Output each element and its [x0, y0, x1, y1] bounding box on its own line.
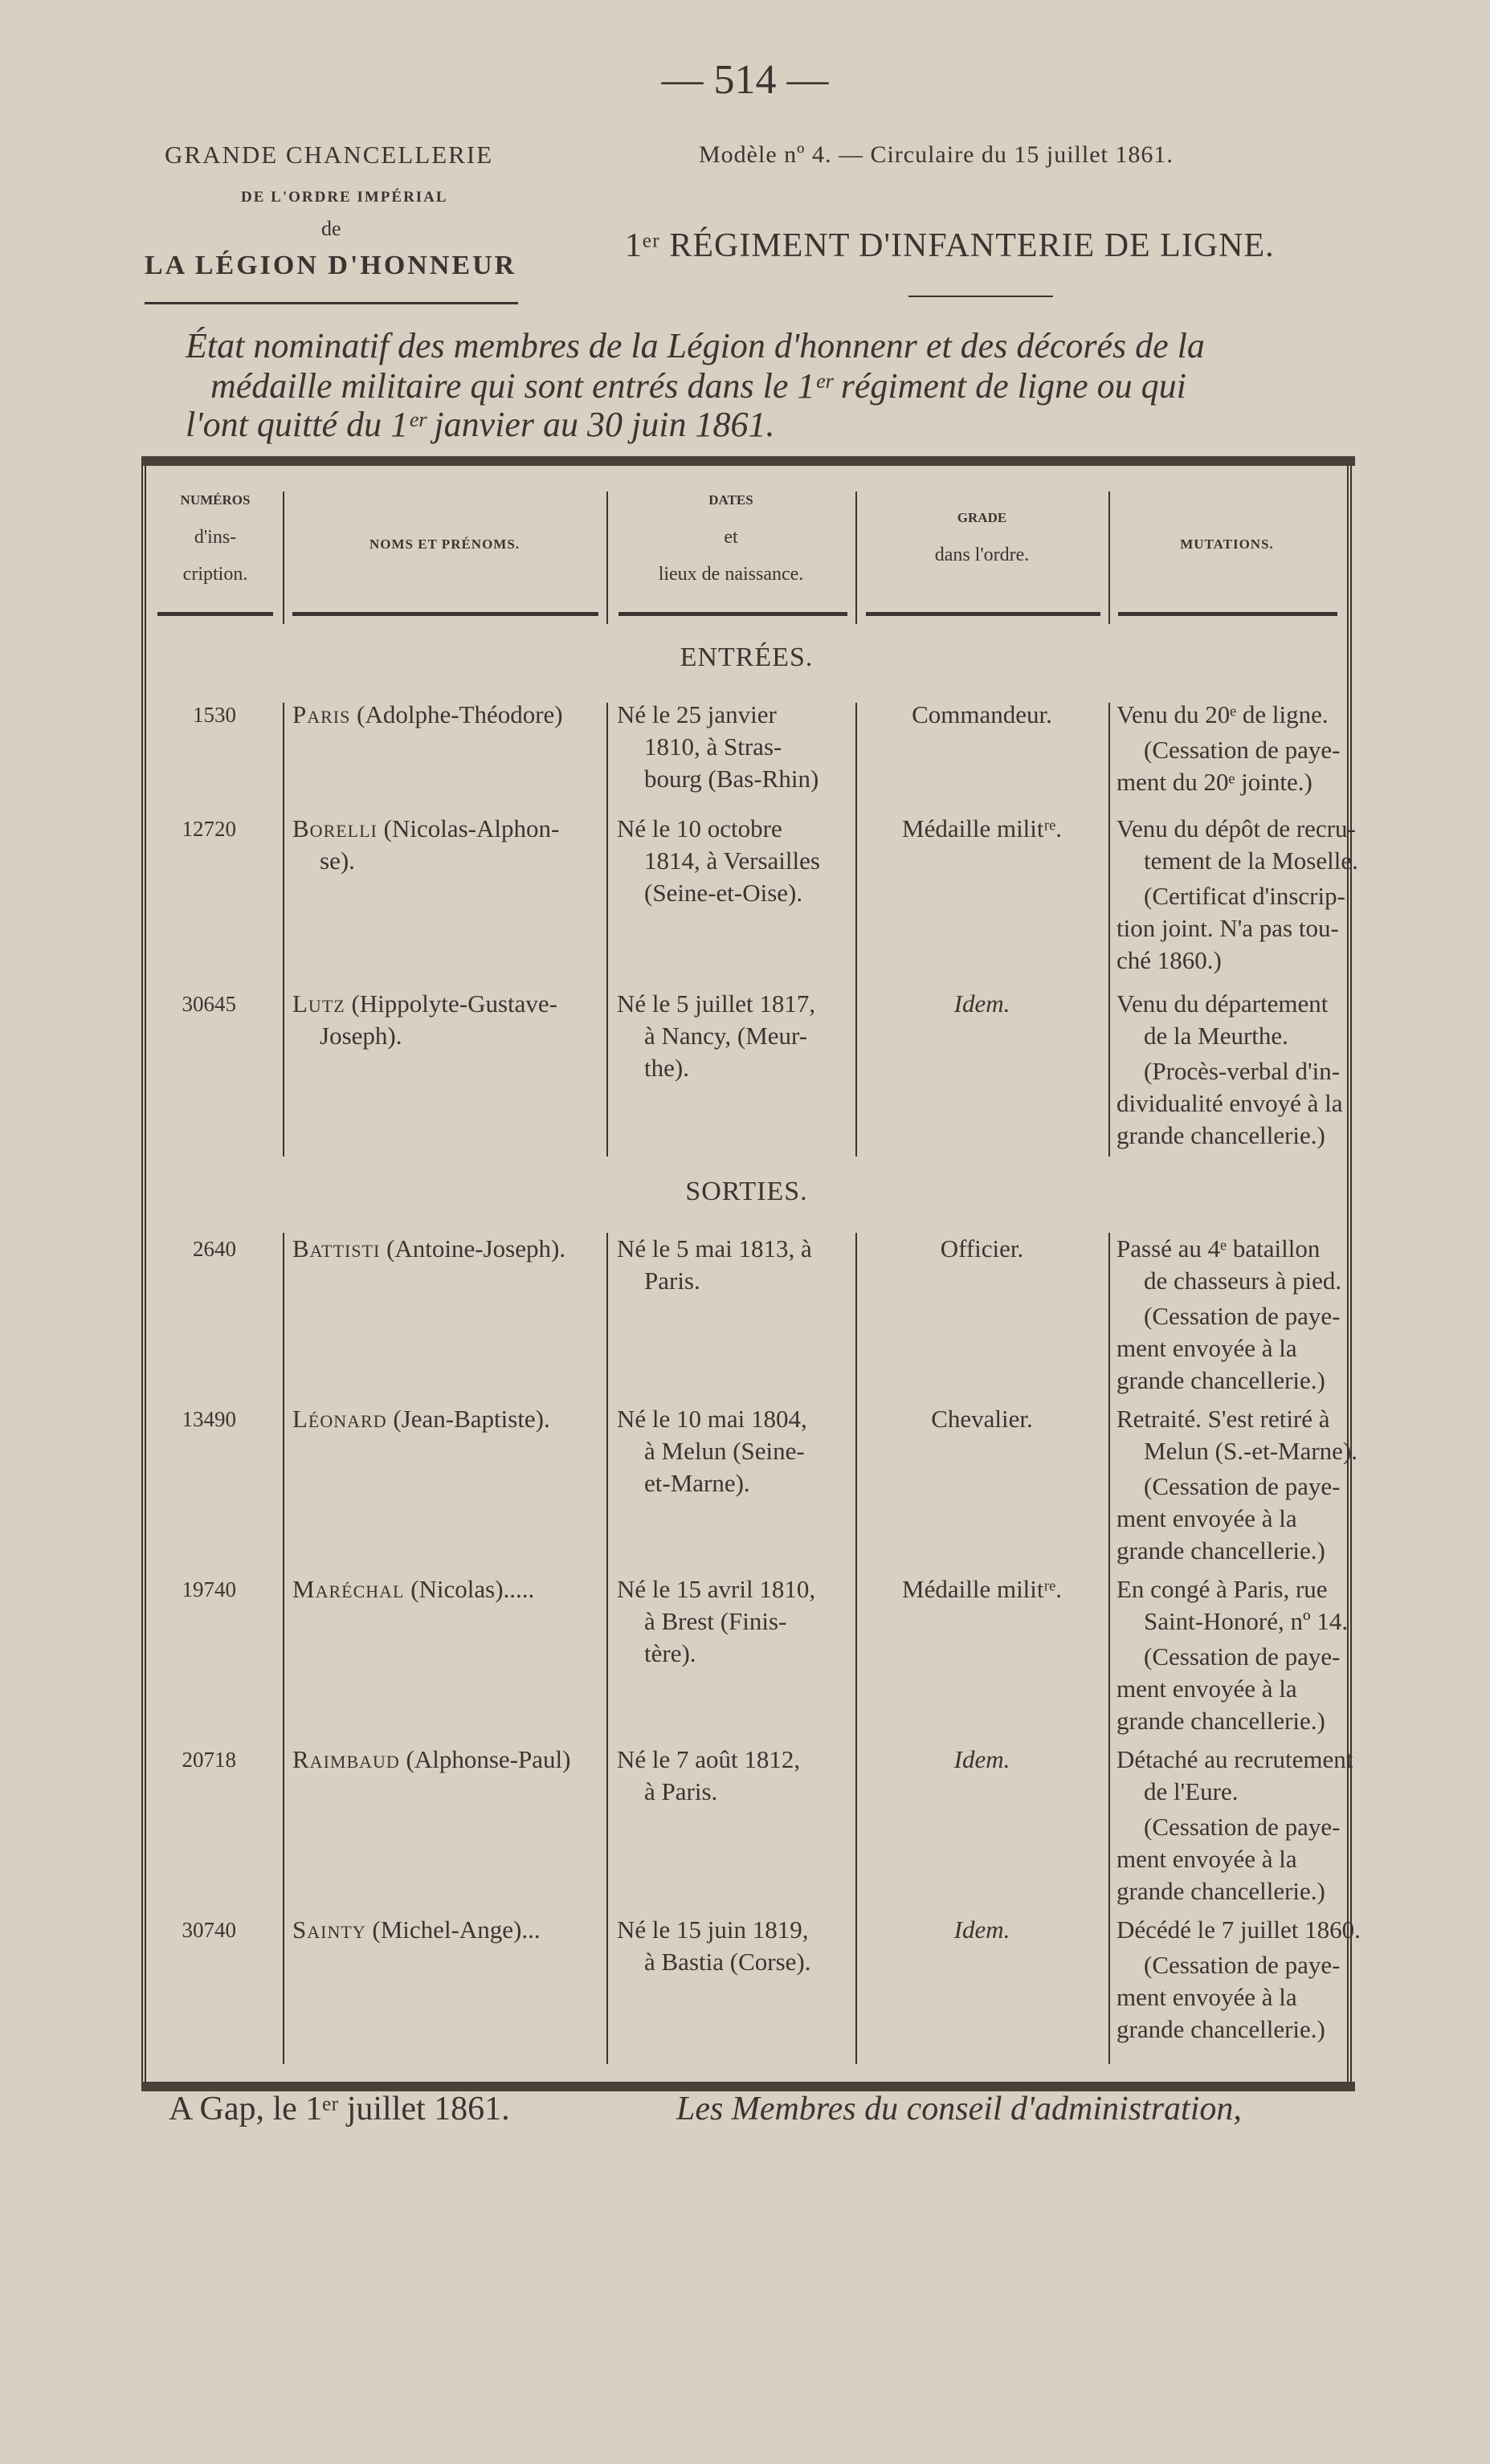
column-divider	[283, 492, 284, 624]
column-header-dates	[606, 482, 855, 593]
inscription-number: 13490	[182, 1407, 236, 1431]
note-line: (Cessation de paye-	[1144, 1951, 1341, 1979]
birth-line: Né le 5 juillet 1817,	[617, 989, 816, 1018]
header-text: et	[724, 527, 738, 548]
name-line	[292, 1573, 534, 1605]
given-names: (Adolphe-Théodore)	[350, 700, 563, 728]
grade: Chevalier.	[931, 1405, 1033, 1433]
birth-date-place	[617, 1233, 812, 1297]
note-line: tion joint. N'a pas tou-	[1116, 914, 1339, 942]
note-line: ment envoyée à la	[1116, 1334, 1297, 1362]
name-line	[292, 1403, 550, 1435]
header-text: dans l'ordre.	[934, 545, 1030, 565]
note-line: (Cessation de paye-	[1144, 736, 1341, 764]
grade: Médaille militʳᵉ.	[902, 814, 1062, 842]
header-legion: LA LÉGION D'HONNEUR	[145, 251, 517, 280]
note-line: ment envoyée à la	[1116, 1675, 1297, 1703]
mutation	[1116, 699, 1340, 798]
header-text: lieux de naissance.	[658, 564, 804, 585]
column-divider	[606, 1233, 608, 2064]
given-names: (Hippolyte-Gustave-	[345, 989, 557, 1018]
note-line: dividualité envoyé à la	[1116, 1089, 1343, 1117]
header-underline	[292, 612, 598, 616]
given-names: (Jean-Baptiste).	[386, 1405, 550, 1433]
birth-line: Né le 5 mai 1813, à	[617, 1234, 812, 1263]
note-line: ment envoyée à la	[1116, 1845, 1297, 1873]
member-name	[292, 1573, 534, 1605]
mutation	[1116, 813, 1358, 977]
column-header-noms: NOMS ET PRÉNOMS.	[369, 536, 520, 552]
surname: Léonard	[292, 1405, 387, 1433]
birth-line: Né le 15 juin 1819,	[617, 1915, 809, 1944]
mutation-line: de la Meurthe.	[1144, 1022, 1288, 1050]
note-line: (Cessation de paye-	[1144, 1642, 1341, 1671]
mutation-line: Melun (S.-et-Marne).	[1144, 1437, 1357, 1465]
column-divider	[283, 703, 284, 1157]
note-line: ment envoyée à la	[1116, 1504, 1297, 1532]
document-title-line: médaille militaire qui sont entrés dans le 1ᵉʳ régiment de ligne ou qui	[210, 366, 1186, 406]
birth-line: tère).	[644, 1639, 696, 1667]
mutation-line: Décédé le 7 juillet 1860.	[1116, 1915, 1361, 1944]
column-divider	[855, 703, 857, 1157]
given-names: (Nicolas).....	[404, 1575, 535, 1603]
birth-line: 1810, à Stras-	[644, 732, 782, 761]
mutation-line: Venu du 20ᵉ de ligne.	[1116, 700, 1329, 728]
header-text: cription.	[182, 564, 248, 585]
table-top-border	[141, 456, 1355, 466]
birth-line: Né le 10 octobre	[617, 814, 782, 842]
column-divider	[1108, 492, 1110, 624]
surname: Lutz	[292, 989, 345, 1018]
note-line: grande chancellerie.)	[1116, 1707, 1325, 1735]
surname: Battisti	[292, 1234, 381, 1263]
mutation-line: Passé au 4ᵉ bataillon	[1116, 1234, 1321, 1263]
member-name	[292, 1403, 550, 1435]
surname: Paris	[292, 700, 351, 728]
mutation	[1116, 1573, 1348, 1737]
note-line: ché 1860.)	[1116, 946, 1222, 974]
divider	[145, 302, 518, 304]
member-name	[292, 1233, 565, 1265]
mutation-note	[1116, 1641, 1348, 1737]
mutation-note	[1116, 1055, 1342, 1152]
surname: Sainty	[292, 1915, 366, 1944]
note-line: (Cessation de paye-	[1144, 1302, 1341, 1330]
header-underline	[618, 612, 847, 616]
grade: Commandeur.	[912, 700, 1052, 728]
mutation	[1116, 988, 1342, 1152]
birth-date-place	[617, 813, 820, 909]
column-divider	[606, 492, 608, 624]
mutation-line: Venu du dépôt de recru-	[1116, 814, 1356, 842]
note-line: grande chancellerie.)	[1116, 2015, 1325, 2043]
model-circulaire: Modèle nº 4. — Circulaire du 15 juillet 1861.	[699, 141, 1174, 168]
birth-line: à Melun (Seine-	[644, 1437, 805, 1465]
mutation-line: Saint-Honoré, nº 14.	[1144, 1607, 1349, 1635]
name-line	[292, 1914, 541, 1946]
header-text: DATES	[708, 492, 753, 508]
column-divider	[1108, 703, 1110, 1157]
section-label: ENTRÉES.	[680, 643, 814, 672]
birth-line: Né le 10 mai 1804,	[617, 1405, 807, 1433]
column-header-grade	[855, 500, 1108, 573]
grade: Idem.	[953, 1915, 1010, 1944]
document-title-line: État nominatif des membres de la Légion d'honnenr et des décorés de la	[186, 326, 1205, 365]
header-ordre: DE L'ORDRE IMPÉRIAL	[241, 189, 448, 206]
birth-line: à Nancy, (Meur-	[644, 1022, 808, 1050]
note-line: (Certificat d'inscrip-	[1144, 882, 1345, 910]
mutation-line: tement de la Moselle.	[1144, 846, 1358, 875]
header-underline	[157, 612, 273, 616]
header-text: GRADE	[957, 510, 1007, 525]
member-name	[292, 813, 559, 877]
name-line	[292, 699, 563, 731]
note-line: grande chancellerie.)	[1116, 1121, 1325, 1149]
given-names: Joseph).	[320, 1022, 402, 1050]
inscription-number: 30740	[182, 1918, 236, 1942]
surname: Borelli	[292, 814, 378, 842]
inscription-number: 20718	[182, 1748, 236, 1772]
inscription-number: 12720	[182, 817, 236, 841]
member-name	[292, 1914, 541, 1946]
member-name	[292, 988, 557, 1052]
given-names: se).	[320, 846, 355, 875]
mutation-note	[1116, 1811, 1353, 1907]
inscription-number: 1530	[193, 703, 236, 727]
member-name	[292, 1744, 570, 1776]
signature-line: Les Membres du conseil d'administration,	[676, 2091, 1242, 2127]
grade: Idem.	[953, 989, 1010, 1018]
birth-line: et-Marne).	[644, 1469, 750, 1497]
name-line	[292, 1020, 557, 1052]
divider	[908, 296, 1053, 297]
birth-date-place	[617, 988, 815, 1084]
mutation-note	[1116, 1471, 1357, 1567]
mutation	[1116, 1744, 1353, 1907]
surname: Raimbaud	[292, 1745, 400, 1773]
mutation-note	[1116, 734, 1340, 798]
header-underline	[1118, 612, 1337, 616]
mutation-line: de l'Eure.	[1144, 1777, 1239, 1805]
birth-date-place	[617, 1573, 815, 1670]
birth-line: Né le 25 janvier	[617, 700, 777, 728]
inscription-number: 19740	[182, 1577, 236, 1601]
column-divider	[606, 703, 608, 1157]
header-text: NUMÉROS	[180, 492, 251, 508]
column-divider	[855, 1233, 857, 2064]
document-title-line: l'ont quitté du 1ᵉʳ janvier au 30 juin 1861.	[186, 405, 775, 444]
birth-line: à Bastia (Corse).	[644, 1948, 811, 1976]
place-date: A Gap, le 1ᵉʳ juillet 1861.	[169, 2091, 510, 2127]
note-line: (Procès-verbal d'in-	[1144, 1057, 1341, 1085]
column-divider	[283, 1233, 284, 2064]
birth-date-place	[617, 699, 818, 795]
grade: Idem.	[953, 1745, 1010, 1773]
birth-line: à Paris.	[644, 1777, 718, 1805]
header-chancellerie: GRANDE CHANCELLERIE	[165, 141, 494, 169]
mutation-line: Venu du département	[1116, 989, 1329, 1018]
mutation-note	[1116, 880, 1358, 977]
birth-line: Né le 7 août 1812,	[617, 1745, 801, 1773]
page-number: — 514 —	[661, 57, 829, 103]
inscription-number: 30645	[182, 992, 236, 1016]
mutation-line: Retraité. S'est retiré à	[1116, 1405, 1330, 1433]
name-line	[292, 1744, 570, 1776]
mutation-line: de chasseurs à pied.	[1144, 1267, 1342, 1295]
column-divider	[855, 492, 857, 624]
mutation	[1116, 1914, 1361, 2046]
mutation	[1116, 1403, 1357, 1567]
birth-line: (Seine-et-Oise).	[644, 879, 803, 907]
given-names: (Alphonse-Paul)	[399, 1745, 571, 1773]
inscription-number: 2640	[193, 1237, 236, 1261]
name-line	[292, 813, 559, 845]
birth-line: Né le 15 avril 1810,	[617, 1575, 816, 1603]
mutation-line: En congé à Paris, rue	[1116, 1575, 1328, 1603]
birth-line: à Brest (Finis-	[644, 1607, 787, 1635]
header-underline	[866, 612, 1100, 616]
name-line	[292, 1233, 565, 1265]
grade: Officier.	[940, 1234, 1024, 1263]
note-line: grande chancellerie.)	[1116, 1877, 1325, 1905]
birth-date-place	[617, 1914, 810, 1978]
note-line: (Cessation de paye-	[1144, 1813, 1341, 1841]
mutation-note	[1116, 1300, 1341, 1397]
birth-line: 1814, à Versailles	[644, 846, 820, 875]
mutation	[1116, 1233, 1341, 1397]
birth-date-place	[617, 1744, 800, 1808]
member-name	[292, 699, 563, 731]
note-line: ment envoyée à la	[1116, 1983, 1297, 2011]
mutation-note	[1116, 1949, 1361, 2046]
birth-line: bourg (Bas-Rhin)	[644, 765, 819, 793]
name-line	[292, 845, 559, 877]
column-header-numero	[148, 482, 283, 593]
name-line	[292, 988, 557, 1020]
birth-line: Paris.	[644, 1267, 700, 1295]
regiment-title: 1ᵉʳ RÉGIMENT D'INFANTERIE DE LIGNE.	[625, 227, 1275, 264]
section-label: SORTIES.	[685, 1177, 808, 1206]
given-names: (Antoine-Joseph).	[380, 1234, 566, 1263]
column-divider	[1108, 1233, 1110, 2064]
note-line: ment du 20ᵉ jointe.)	[1116, 768, 1312, 796]
note-line: grande chancellerie.)	[1116, 1536, 1325, 1564]
birth-date-place	[617, 1403, 807, 1499]
mutation-line: Détaché au recrutement	[1116, 1745, 1353, 1773]
header-text: d'ins-	[194, 527, 237, 548]
surname: Maréchal	[292, 1575, 405, 1603]
note-line: grande chancellerie.)	[1116, 1366, 1325, 1394]
given-names: (Michel-Ange)...	[365, 1915, 541, 1944]
grade: Médaille militʳᵉ.	[902, 1575, 1062, 1603]
birth-line: the).	[644, 1054, 689, 1082]
header-de: de	[321, 217, 341, 240]
note-line: (Cessation de paye-	[1144, 1472, 1341, 1500]
column-header-mutations: MUTATIONS.	[1180, 536, 1274, 552]
given-names: (Nicolas-Alphon-	[377, 814, 560, 842]
